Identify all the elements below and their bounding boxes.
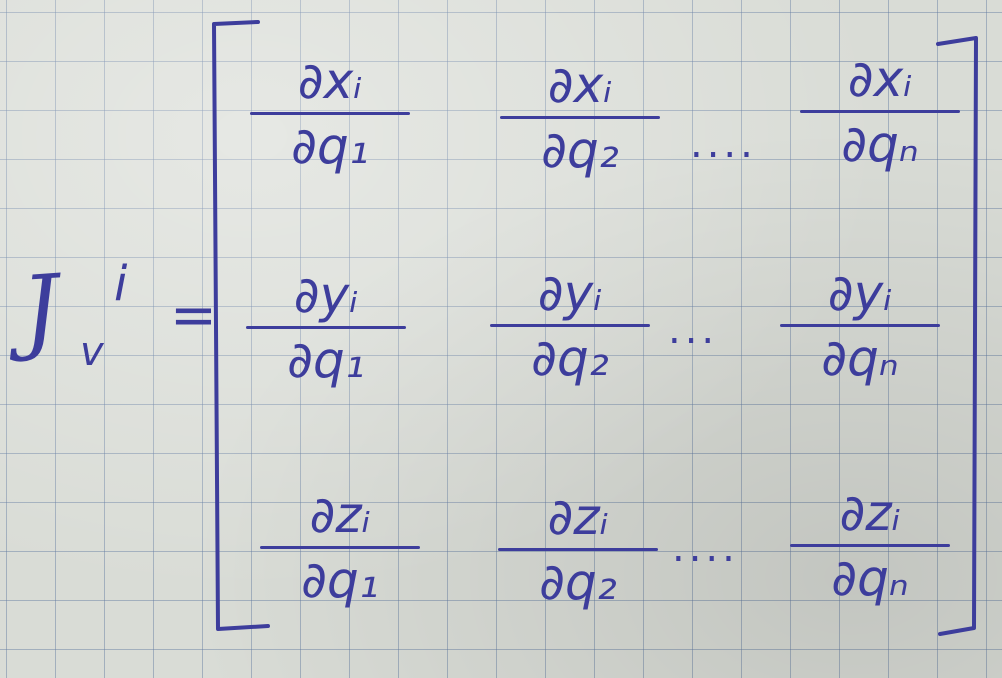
equals-sign: = — [170, 283, 217, 348]
numerator: ∂xᵢ — [547, 56, 613, 114]
denominator: ∂q₁ — [291, 117, 369, 175]
fraction-bar — [498, 548, 658, 551]
numerator: ∂yᵢ — [537, 264, 603, 322]
jacobian-subscript: v — [80, 329, 104, 375]
fraction-bar — [500, 116, 660, 119]
entry-dz-dq1 — [250, 486, 430, 609]
jacobian-symbol: J — [18, 254, 63, 365]
numerator: ∂zᵢ — [839, 484, 901, 542]
fraction-bar — [490, 324, 650, 327]
denominator: ∂q₂ — [539, 553, 617, 611]
denominator: ∂qₙ — [831, 549, 909, 607]
numerator: ∂yᵢ — [827, 264, 893, 322]
entry-dy-dq1 — [236, 266, 416, 389]
fraction-bar — [800, 110, 960, 113]
fraction-bar — [246, 326, 406, 329]
entry-dz-dq2 — [488, 488, 668, 611]
row2-ellipsis: ... — [668, 307, 719, 353]
denominator: ∂q₁ — [301, 551, 379, 609]
row3-ellipsis: .... — [672, 525, 739, 571]
numerator: ∂xᵢ — [847, 50, 913, 108]
row1-ellipsis: .... — [690, 121, 757, 167]
entry-dx-dq1 — [240, 52, 420, 175]
denominator: ∂q₂ — [531, 329, 609, 387]
denominator: ∂q₁ — [287, 331, 365, 389]
entry-dx-dqn — [790, 50, 970, 173]
denominator: ∂q₂ — [541, 121, 619, 179]
denominator: ∂qₙ — [841, 115, 919, 173]
entry-dz-dqn — [780, 484, 960, 607]
entry-dy-dqn — [770, 264, 950, 387]
fraction-bar — [250, 112, 410, 115]
denominator: ∂qₙ — [821, 329, 899, 387]
fraction-bar — [780, 324, 940, 327]
numerator: ∂xᵢ — [297, 52, 363, 110]
fraction-bar — [260, 546, 420, 549]
entry-dx-dq2 — [490, 56, 670, 179]
numerator: ∂zᵢ — [309, 486, 371, 544]
fraction-bar — [790, 544, 950, 547]
jacobian-superscript: i — [114, 256, 128, 312]
numerator: ∂yᵢ — [293, 266, 359, 324]
entry-dy-dq2 — [480, 264, 660, 387]
numerator: ∂zᵢ — [547, 488, 609, 546]
jacobian-lhs — [14, 254, 217, 382]
